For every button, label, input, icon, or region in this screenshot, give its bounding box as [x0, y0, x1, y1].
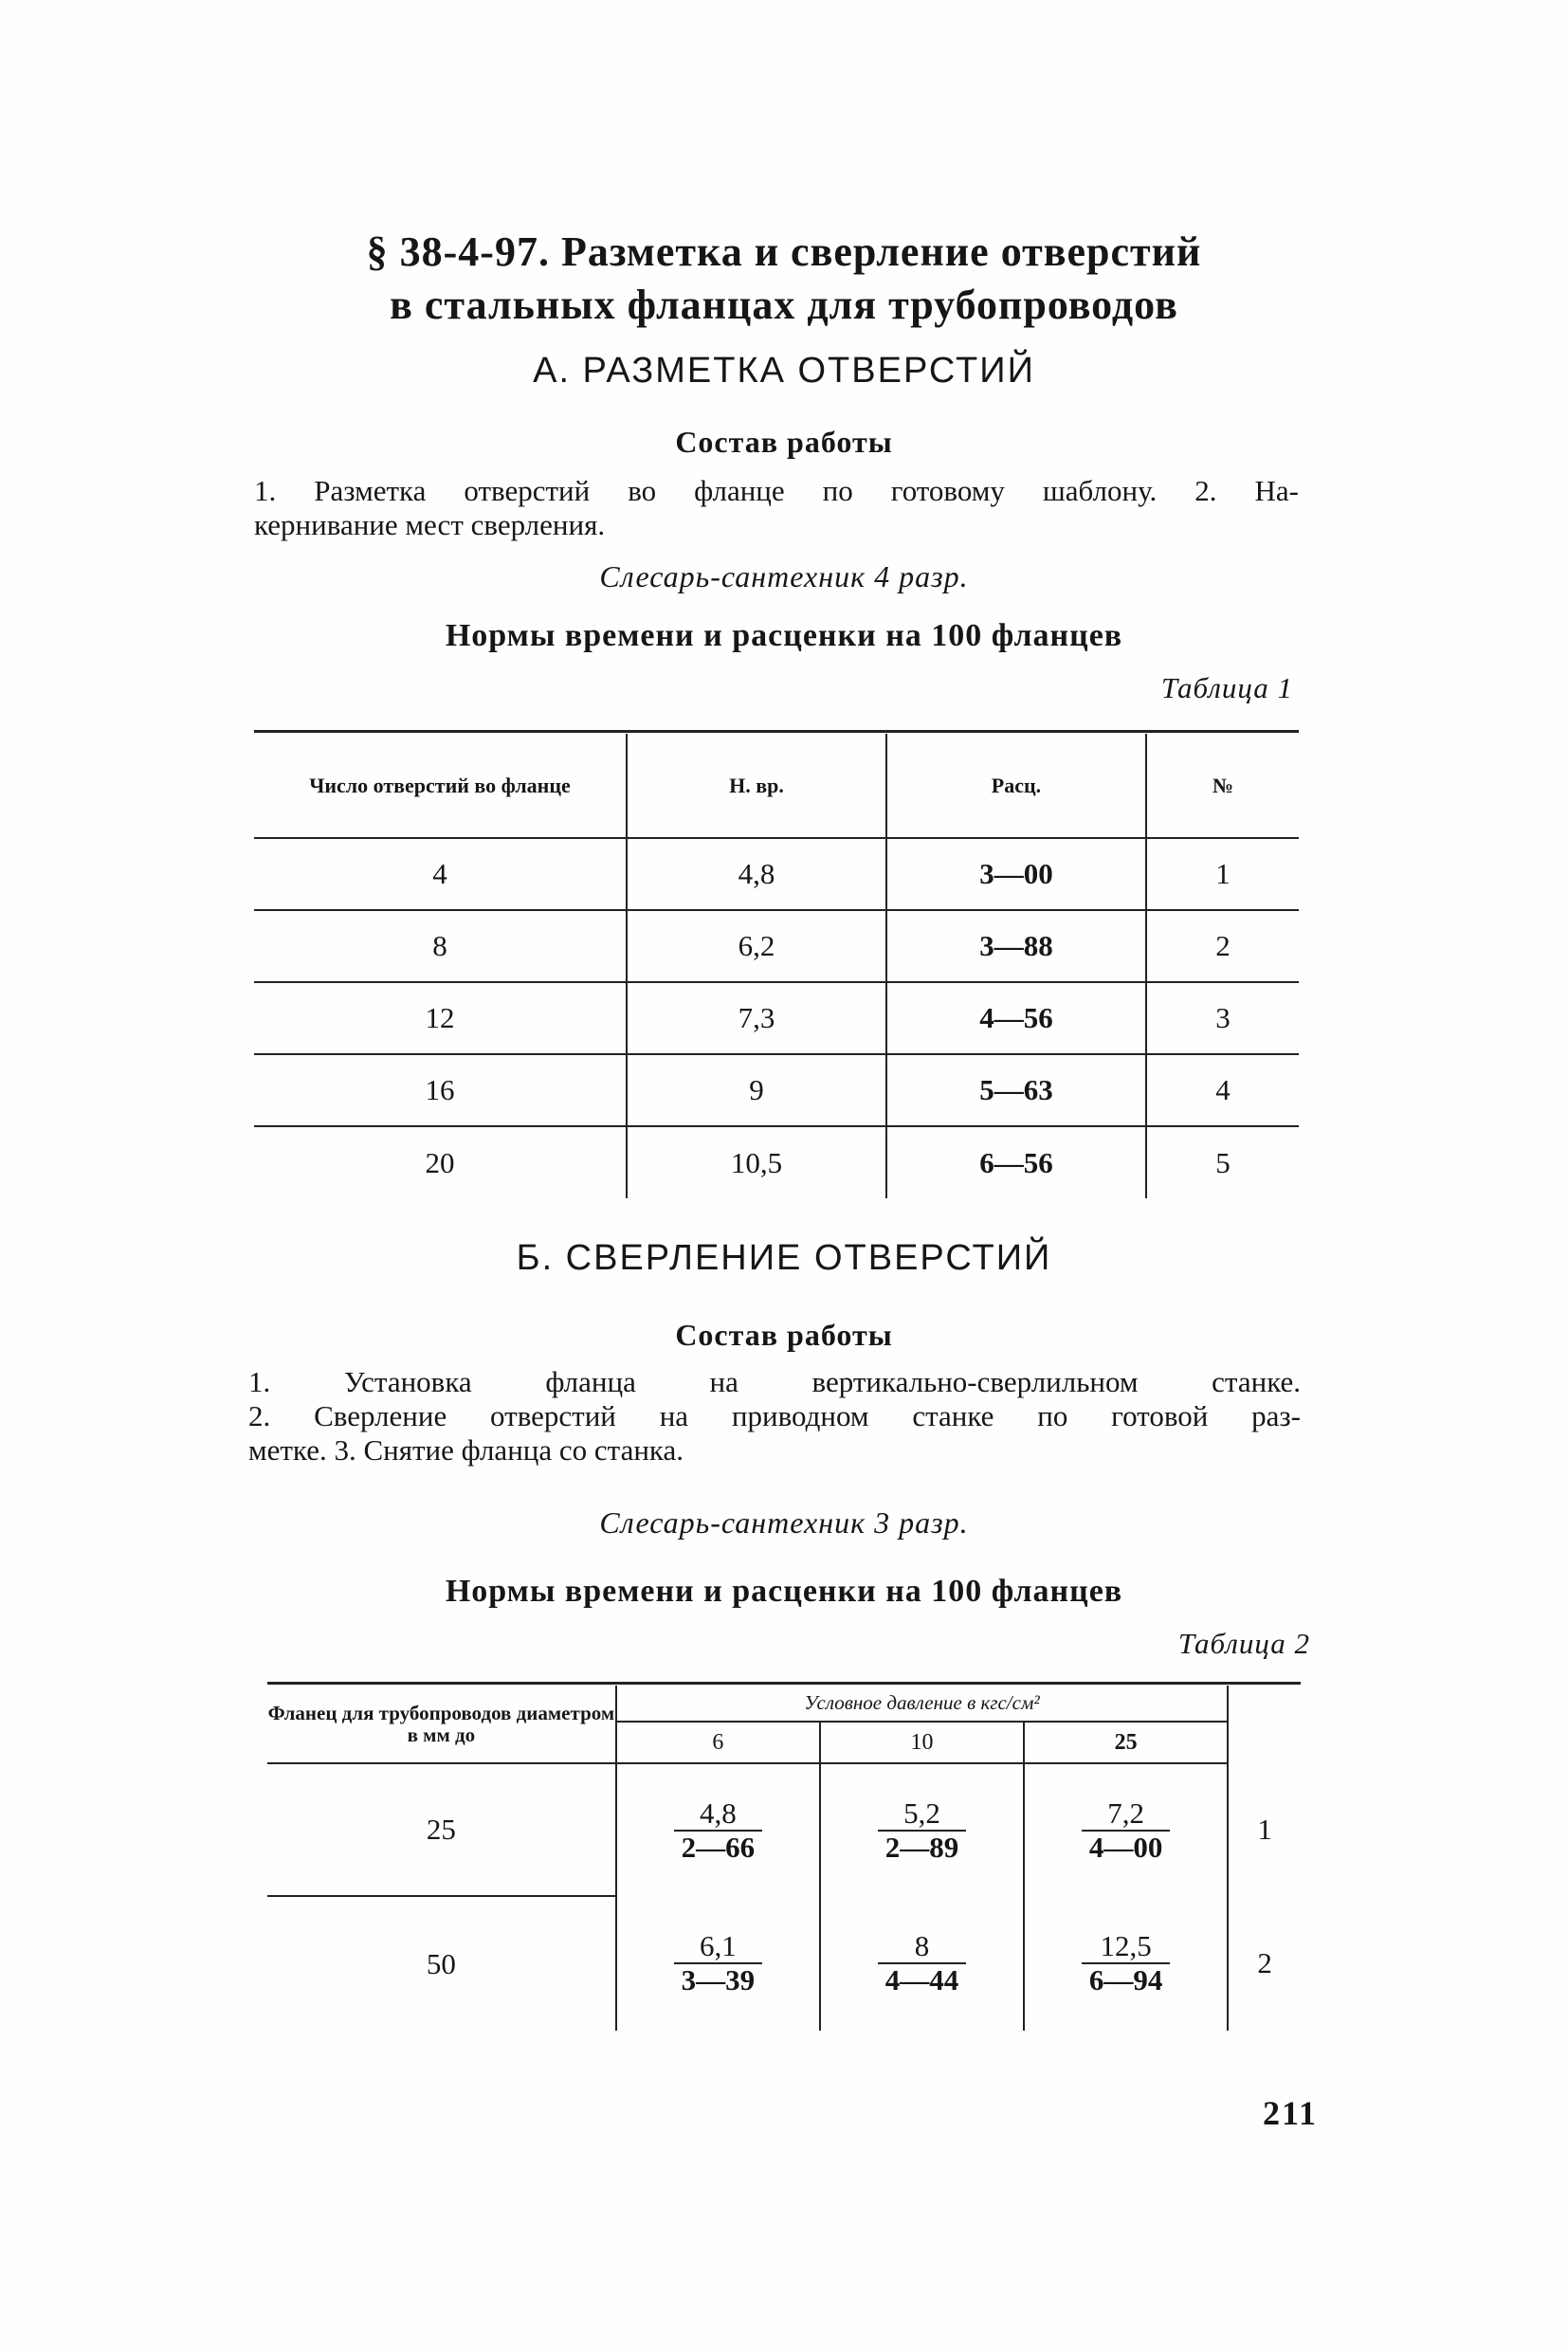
table-row [267, 1896, 1301, 2031]
table2-header-p10: 10 [820, 1722, 1024, 1763]
table1-header-num: № [1146, 734, 1299, 838]
norm-value: 12,5 [1082, 1930, 1171, 1964]
fraction [674, 1930, 763, 1996]
table1-cell-norm: 9 [627, 1054, 886, 1126]
table-row [254, 1054, 1299, 1126]
table-row [254, 838, 1299, 910]
table2-header-row1 [267, 1686, 1301, 1722]
fraction [878, 1930, 967, 1996]
table-row [254, 910, 1299, 982]
norm-value: 4,8 [674, 1797, 763, 1832]
table1-header-row [254, 734, 1299, 838]
table2-header-diameter: Фланец для трубопроводов диаметром в мм до [267, 1686, 616, 1763]
table1-cell-holes: 16 [254, 1054, 627, 1126]
table1-header-norm: Н. вр. [627, 734, 886, 838]
table2-cell-diameter: 50 [267, 1896, 616, 2031]
part-b-work-heading: Состав работы [675, 1318, 893, 1352]
table2-header-pressure: Условное давление в кгс/см² [616, 1686, 1229, 1722]
table1-cell-num: 5 [1146, 1126, 1299, 1198]
table2-header-p25: 25 [1024, 1722, 1228, 1763]
table-row [254, 1126, 1299, 1198]
fraction [878, 1797, 967, 1864]
table1-cell-rate: 6—56 [886, 1126, 1146, 1198]
rate-value: 4—44 [884, 1963, 959, 1996]
rate-value: 6—94 [1088, 1963, 1163, 1996]
table1-cell-num: 1 [1146, 838, 1299, 910]
section-title-line2: в стальных фланцах для трубопроводов [390, 282, 1178, 328]
table1 [254, 734, 1299, 1198]
part-b-work-line1: 1. Установка фланца на вертикально-сверлильном станке. [248, 1365, 1301, 1398]
fraction [1082, 1930, 1171, 1996]
table1-cell-holes: 4 [254, 838, 627, 910]
table1-cell-norm: 6,2 [627, 910, 886, 982]
norm-value: 5,2 [878, 1797, 967, 1832]
table2-cell-value [820, 1896, 1024, 2031]
part-b-norms-heading: Нормы времени и расценки на 100 фланцев [445, 1574, 1123, 1609]
table1-cell-rate: 4—56 [886, 982, 1146, 1054]
section-title-line1: § 38-4-97. Разметка и сверление отверстий [366, 228, 1202, 275]
rate-value: 4—00 [1088, 1830, 1163, 1864]
table2-cell-value [616, 1896, 820, 2031]
table1-cell-norm: 4,8 [627, 838, 886, 910]
part-b-heading: Б. СВЕРЛЕНИЕ ОТВЕРСТИЙ [516, 1238, 1052, 1278]
table1-cell-rate: 5—63 [886, 1054, 1146, 1126]
table1-label: Таблица 1 [1160, 671, 1293, 704]
table2-label: Таблица 2 [1177, 1627, 1310, 1660]
table1-cell-norm: 7,3 [627, 982, 886, 1054]
table2-cell-diameter: 25 [267, 1763, 616, 1896]
part-a-heading: А. РАЗМЕТКА ОТВЕРСТИЙ [533, 351, 1035, 391]
norm-value: 7,2 [1082, 1797, 1171, 1832]
table2-cell-num: 1 [1257, 1813, 1272, 1846]
table2-cell-value [820, 1763, 1024, 1896]
table1-cell-norm: 10,5 [627, 1126, 886, 1198]
table-row [254, 982, 1299, 1054]
table1-cell-holes: 8 [254, 910, 627, 982]
table2-cell-value [616, 1763, 820, 1896]
part-b-work-line2: 2. Сверление отверстий на приводном станке по готовой раз- [248, 1399, 1301, 1432]
rate-value: 2—89 [884, 1830, 959, 1864]
table2-top-rule [267, 1682, 1301, 1685]
table1-cell-holes: 12 [254, 982, 627, 1054]
part-a-work-line2: кернивание мест сверления. [254, 508, 606, 541]
rate-value: 2—66 [681, 1830, 756, 1864]
table1-header-holes: Число отверстий во фланце [254, 734, 627, 838]
table2-header-num [1228, 1686, 1301, 1763]
part-b-work-line3: метке. 3. Снятие фланца со станка. [248, 1433, 684, 1467]
part-a-work-heading: Состав работы [675, 425, 893, 459]
fraction [1082, 1797, 1171, 1864]
part-a-norms-heading: Нормы времени и расценки на 100 фланцев [445, 618, 1123, 653]
table2 [267, 1686, 1301, 2031]
table-row [267, 1763, 1301, 1896]
part-a-work-line1: 1. Разметка отверстий во фланце по готовому шаблону. 2. На- [254, 474, 1299, 507]
norm-value: 6,1 [674, 1930, 763, 1964]
table1-header-rate: Расц. [886, 734, 1146, 838]
table1-cell-num: 4 [1146, 1054, 1299, 1126]
part-a-worker: Слесарь-сантехник 4 разр. [599, 559, 969, 593]
table2-cell-value [1024, 1896, 1228, 2031]
table2-cell-value [1024, 1763, 1228, 1896]
table1-cell-rate: 3—88 [886, 910, 1146, 982]
page-number: 211 [1262, 2094, 1318, 2132]
table1-top-rule [254, 730, 1299, 733]
table1-cell-holes: 20 [254, 1126, 627, 1198]
table1-cell-num: 3 [1146, 982, 1299, 1054]
table1-cell-rate: 3—00 [886, 838, 1146, 910]
table2-header-p6: 6 [616, 1722, 820, 1763]
table1-cell-num: 2 [1146, 910, 1299, 982]
rate-value: 3—39 [681, 1963, 756, 1996]
part-b-worker: Слесарь-сантехник 3 разр. [599, 1505, 969, 1540]
norm-value: 8 [878, 1930, 967, 1964]
table2-cell-num: 2 [1257, 1946, 1272, 1979]
fraction [674, 1797, 763, 1864]
